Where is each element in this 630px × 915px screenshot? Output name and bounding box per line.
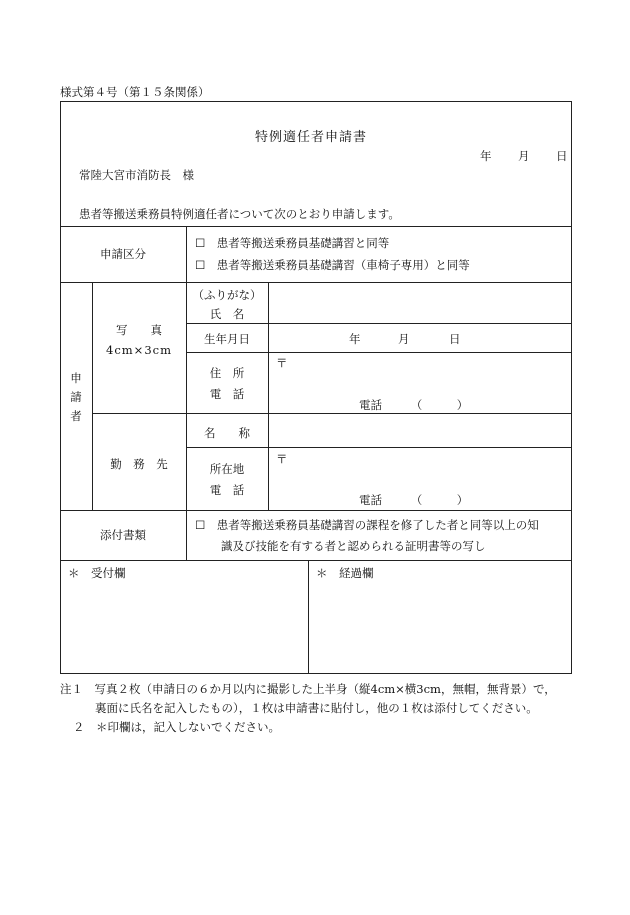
workplace-postal-mark: 〒 <box>276 452 288 466</box>
table-border-top <box>60 101 572 102</box>
table-border-right <box>571 101 572 674</box>
table-border-left <box>60 101 61 674</box>
attachments-label: 添付書類 <box>100 528 146 542</box>
table-border-bottom <box>60 673 572 674</box>
date-year: 年 <box>480 149 492 163</box>
divider <box>268 282 269 510</box>
furigana-label: （ふりがな） <box>192 288 262 302</box>
category-option-2[interactable]: ☐ 患者等搬送乗務員基礎講習（車椅子専用）と同等 <box>195 258 470 272</box>
postal-mark: 〒 <box>276 356 288 370</box>
workplace-name-label: 名 称 <box>204 426 250 440</box>
form-title: 特例適任者申請書 <box>255 130 368 145</box>
workplace-phone-text: 電話 （ ） <box>359 493 469 507</box>
workplace-location-label: 所在地 <box>209 462 245 476</box>
category-option-1[interactable]: ☐ 患者等搬送乗務員基礎講習と同等 <box>195 236 390 250</box>
workplace-label: 勤 務 先 <box>110 457 168 471</box>
birth-day: 日 <box>449 332 461 346</box>
divider <box>60 560 572 561</box>
divider <box>60 226 572 227</box>
name-field[interactable] <box>270 284 570 322</box>
applicant-label-3: 者 <box>70 409 82 423</box>
workplace-phone-label: 電 話 <box>209 483 245 497</box>
note-1-line-2: 裏面に氏名を記入したもの），１枚は申請書に貼付し，他の１枚は添付してください。 <box>95 701 538 715</box>
applicant-label-1: 申 <box>70 371 82 385</box>
name-label: 氏 名 <box>209 307 245 321</box>
address-label: 住 所 <box>209 366 245 380</box>
divider <box>308 560 309 673</box>
birth-date-label: 生年月日 <box>204 332 250 346</box>
divider <box>60 282 572 283</box>
category-label: 申請区分 <box>100 247 146 261</box>
phone-text: 電話 （ ） <box>359 398 469 412</box>
form-number: 様式第４号（第１５条関係） <box>60 85 210 99</box>
photo-label: 写 真 <box>116 323 162 337</box>
divider <box>92 282 93 510</box>
note-1-line-1: 注１ 写真２枚（申請日の６か月以内に撮影した上半身（縦4cm×横3cm，無帽，無背景）で， <box>60 682 556 696</box>
note-2: ２ ＊印欄は，記入しないでください。 <box>73 720 280 734</box>
phone-label: 電 話 <box>209 387 245 401</box>
applicant-label-2: 請 <box>70 390 82 404</box>
divider <box>186 510 187 560</box>
attachments-text-2: 識及び技能を有する者と認められる証明書等の写し <box>221 539 486 553</box>
birth-month: 月 <box>398 332 410 346</box>
divider <box>92 413 572 414</box>
divider <box>186 447 572 448</box>
reception-label: ＊ 受付欄 <box>68 566 126 580</box>
date-month: 月 <box>518 149 530 163</box>
divider <box>186 352 572 353</box>
addressee: 常陸大宮市消防長 様 <box>79 168 194 182</box>
progress-label: ＊ 経過欄 <box>316 566 374 580</box>
photo-size: 4cm×3cm <box>106 343 172 357</box>
date-day: 日 <box>556 149 568 163</box>
attachments-text-1[interactable]: ☐ 患者等搬送乗務員基礎講習の課程を修了した者と同等以上の知 <box>195 518 539 532</box>
divider <box>60 510 572 511</box>
divider <box>186 323 572 324</box>
intro-text: 患者等搬送乗務員特例適任者について次のとおり申請します。 <box>79 207 400 221</box>
birth-year: 年 <box>349 332 361 346</box>
divider <box>186 226 187 282</box>
